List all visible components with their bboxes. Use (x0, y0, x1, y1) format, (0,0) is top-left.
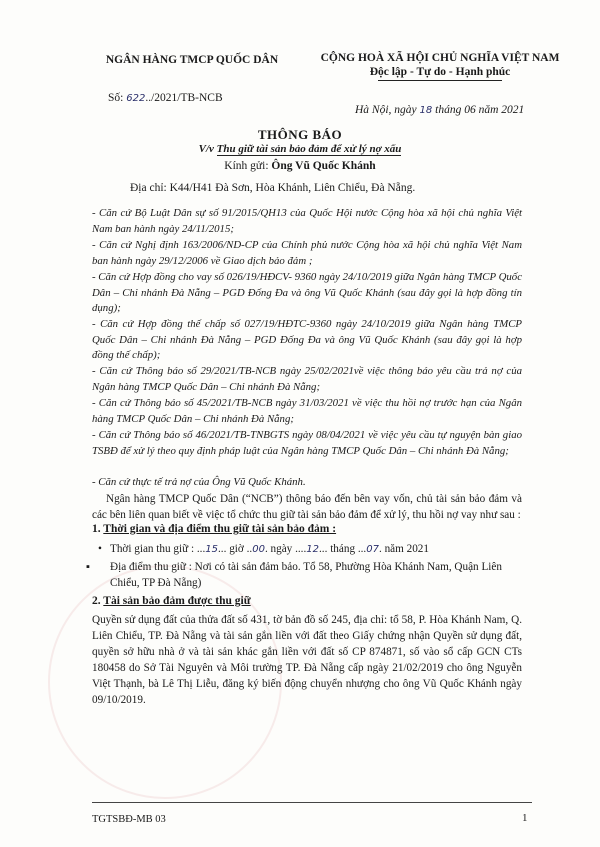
document-date (355, 104, 524, 116)
doc-number-prefix: Số: (108, 92, 124, 104)
recipient-line (0, 160, 600, 172)
basis-item: - Căn cứ Bộ Luật Dân sự số 91/2015/QH13 của Quốc Hội nước Cộng hòa xã hội chủ nghĩa Việt Nam ban hành ngày 24/11/2015; (92, 207, 522, 235)
basis-item: - Căn cứ thực tế trả nợ của Ông Vũ Quốc Khánh. (92, 476, 306, 488)
section-2-title: Tài sản bảo đảm được thu giữ (103, 595, 251, 607)
collection-place (86, 559, 534, 591)
bullet-icon: • (98, 543, 102, 555)
minute-handwritten: 00 (252, 544, 265, 555)
collection-time (98, 541, 522, 558)
hour-suffix: ... giờ .. (218, 543, 253, 555)
republic-name: CỘNG HOÀ XÃ HỘI CHỦ NGHĨA VIỆT NAM (320, 52, 560, 64)
basis-item: - Căn cứ Thông báo số 29/2021/TB-NCB ngày 25/02/2021về việc thông báo yêu cầu trả nợ của Ngân hàng TMCP Quốc Dân – Chi nhánh Đà Nẵng; (92, 365, 522, 393)
section-1-title: Thời gian và địa điểm thu giữ tài sản bảo đảm : (103, 523, 337, 535)
doc-number-handwritten: 622 (126, 93, 146, 104)
subject-text: Thu giữ tài sản bảo đảm để xử lý nợ xấu (216, 143, 402, 155)
section-2-heading (92, 595, 251, 607)
national-header (300, 52, 580, 81)
subject-line (0, 143, 600, 155)
time-prefix: Thời gian thu giữ : ... (110, 543, 206, 555)
subject-prefix: V/v (198, 143, 214, 155)
day-suffix: ... tháng ... (319, 543, 367, 555)
page-number: 1 (522, 812, 528, 824)
date-suffix: tháng 06 năm 2021 (435, 104, 525, 116)
document-title: THÔNG BÁO (257, 127, 343, 142)
hour-handwritten: 15 (205, 544, 218, 555)
motto-underline (378, 80, 502, 81)
section-1-heading (92, 523, 336, 535)
basis-item: - Căn cứ Nghị định 163/2006/ND-CP của Chính phủ nước Cộng hòa xã hội chủ nghĩa Việt Nam ban hành ngày 29/12/2006 về Giao dịch bảo đảm ; (92, 239, 522, 267)
day-handwritten: 12 (306, 544, 319, 555)
footer-divider (92, 802, 532, 803)
intro-paragraph: Ngân hàng TMCP Quốc Dân (“NCB”) thông báo đến bên vay vốn, chủ tài sản bảo đảm và các bên liên quan biết về việc tổ chức thu giữ tài sản bảo đảm để xử lý, thu hồi nợ vay như sau : (92, 493, 522, 521)
basis-item: - Căn cứ Thông báo số 46/2021/TB-TNBGTS ngày 08/04/2021 về việc yêu cầu tự nguyện bàn giao TSBĐ để xử lý theo quy định pháp luật của Ngân hàng TMCP Quốc Dân – Chi nhánh Đà Nẵng; (92, 429, 522, 457)
minute-suffix: . ngày .... (264, 543, 307, 555)
section-2-text: Quyền sử dụng đất của thửa đất số 431, tờ bản đồ số 245, địa chỉ: tổ 58, P. Hòa Khánh Nam, Q. Liên Chiểu, TP. Đà Nẵng và tài sản gắn liền với đất theo Giấy chứng nhận Quyền sử dụng đất, quyền sở hữu nhà ở và tài sản khác gắn liền với đất số CP 874871, số vào sổ cấp GCN CTs 180458 do Sở Tài Nguyên và Môi trường TP. Đà Nẵng cấp ngày 21/02/2019 cho ông Nguyễn Việt Thạnh, bà Lê Thị Liễu, đăng ký biến động chuyển nhượng cho ông Vũ Quốc Khánh ngày 09/10/2019. (92, 614, 522, 706)
motto: Độc lập - Tự do - Hạnh phúc (369, 66, 511, 78)
section-1-number: 1. (92, 523, 101, 535)
footer-code: TGTSBĐ-MB 03 (92, 814, 166, 825)
month-suffix: . năm 2021 (378, 543, 429, 555)
document-number (108, 92, 223, 104)
basis-item: - Căn cứ Hợp đồng cho vay số 026/19/HĐCV- 9360 ngày 24/10/2019 giữa Ngân hàng TMCP Quốc Dân – Chi nhánh Đà Nẵng – PGD Đống Đa và ông Vũ Quốc Khánh (sau đây gọi là hợp đồng tín dụng); (92, 271, 522, 314)
month-handwritten: 07 (366, 544, 379, 555)
place-text: Địa điểm thu giữ : Nơi có tài sản đảm bảo. Tổ 58, Phường Hòa Khánh Nam, Quận Liên Chiểu, TP Đà Nẵng) (110, 561, 502, 589)
recipient-prefix: Kính gửi: (224, 160, 269, 172)
section-2-number: 2. (92, 595, 101, 607)
bank-name: NGÂN HÀNG TMCP QUỐC DÂN (105, 54, 279, 66)
doc-number-suffix: ../2021/TB-NCB (145, 92, 223, 104)
recipient-name: Ông Vũ Quốc Khánh (271, 160, 376, 172)
bullet-icon: ▪ (86, 561, 90, 573)
recipient-address: Địa chỉ: K44/H41 Đà Sơn, Hòa Khánh, Liên Chiểu, Đà Nẵng. (130, 182, 416, 194)
basis-item: - Căn cứ Thông báo số 45/2021/TB-NCB ngày 31/03/2021 về việc thu hồi nợ trước hạn của Ngân hàng TMCP Quốc Dân – Chi nhánh Đà Nẵng; (92, 397, 522, 425)
basis-item: - Căn cứ Hợp đồng thế chấp số 027/19/HĐTC-9360 ngày 24/10/2019 giữa Ngân hàng TMCP Quốc Dân – Chi nhánh Đà Nẵng – PGD Đống Đa và ông Vũ Quốc Khánh (sau đây gọi là hợp đồng thế chấp); (92, 318, 522, 361)
date-prefix: Hà Nội, ngày (355, 104, 417, 116)
date-day-handwritten: 18 (419, 105, 433, 116)
